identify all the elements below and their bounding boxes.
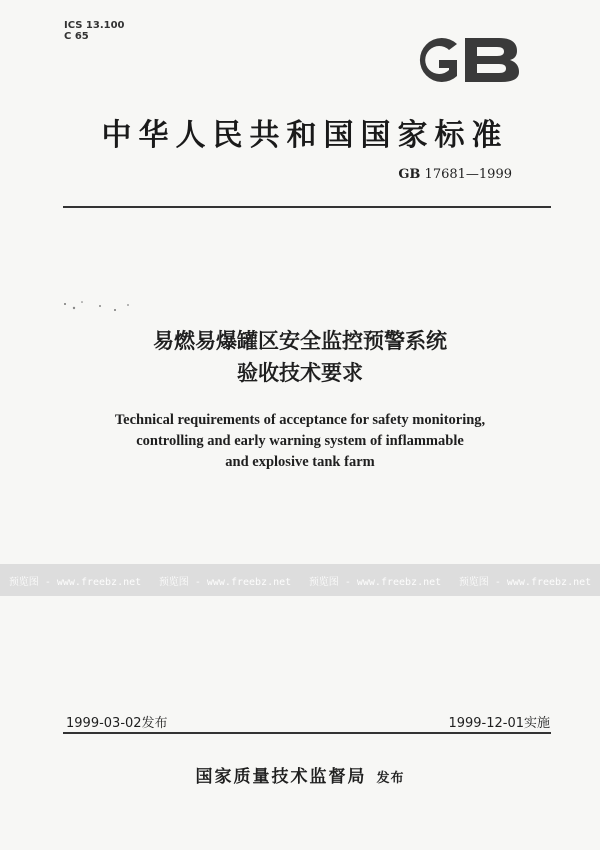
gb-logo-graphic [405, 30, 521, 90]
standard-number [398, 167, 512, 182]
watermark-text: 预览图 - www.freebz.net [308, 576, 442, 588]
ics-code: ICS 13.100 [64, 20, 125, 31]
top-divider [63, 206, 551, 208]
implementation-date: 1999-12-01实施 [448, 716, 550, 731]
scan-specks [60, 296, 150, 320]
national-standard-title: 中华人民共和国国家标准 [101, 118, 509, 153]
watermark-text: 预览图 - www.freebz.net [458, 576, 592, 588]
gb-logo [405, 30, 521, 90]
classification-codes [64, 20, 125, 42]
title-chinese-line2: 验收技术要求 [237, 361, 363, 385]
ccs-code: C 65 [64, 31, 89, 42]
issue-date: 1999-03-02发布 [66, 716, 168, 731]
watermark-text: 预览图 - www.freebz.net [8, 576, 142, 588]
title-english-line1: Technical requirements of acceptance for safety monitoring, [114, 412, 486, 428]
bottom-divider [63, 732, 551, 734]
standard-code: 17681—1999 [424, 167, 512, 182]
watermark-text: 预览图 - www.freebz.net [158, 576, 292, 588]
title-english-line3: and explosive tank farm [225, 454, 375, 470]
publisher [0, 762, 600, 787]
title-chinese-line1: 易燃易爆罐区安全监控预警系统 [153, 329, 447, 353]
title-english [0, 410, 600, 473]
publisher-name: 国家质量技术监督局 [195, 767, 367, 787]
title-english-line2: controlling and early warning system of inflammable [136, 433, 464, 449]
standard-prefix: GB [398, 167, 421, 182]
publisher-suffix: 发布 [376, 771, 405, 786]
watermark-band [0, 564, 600, 596]
